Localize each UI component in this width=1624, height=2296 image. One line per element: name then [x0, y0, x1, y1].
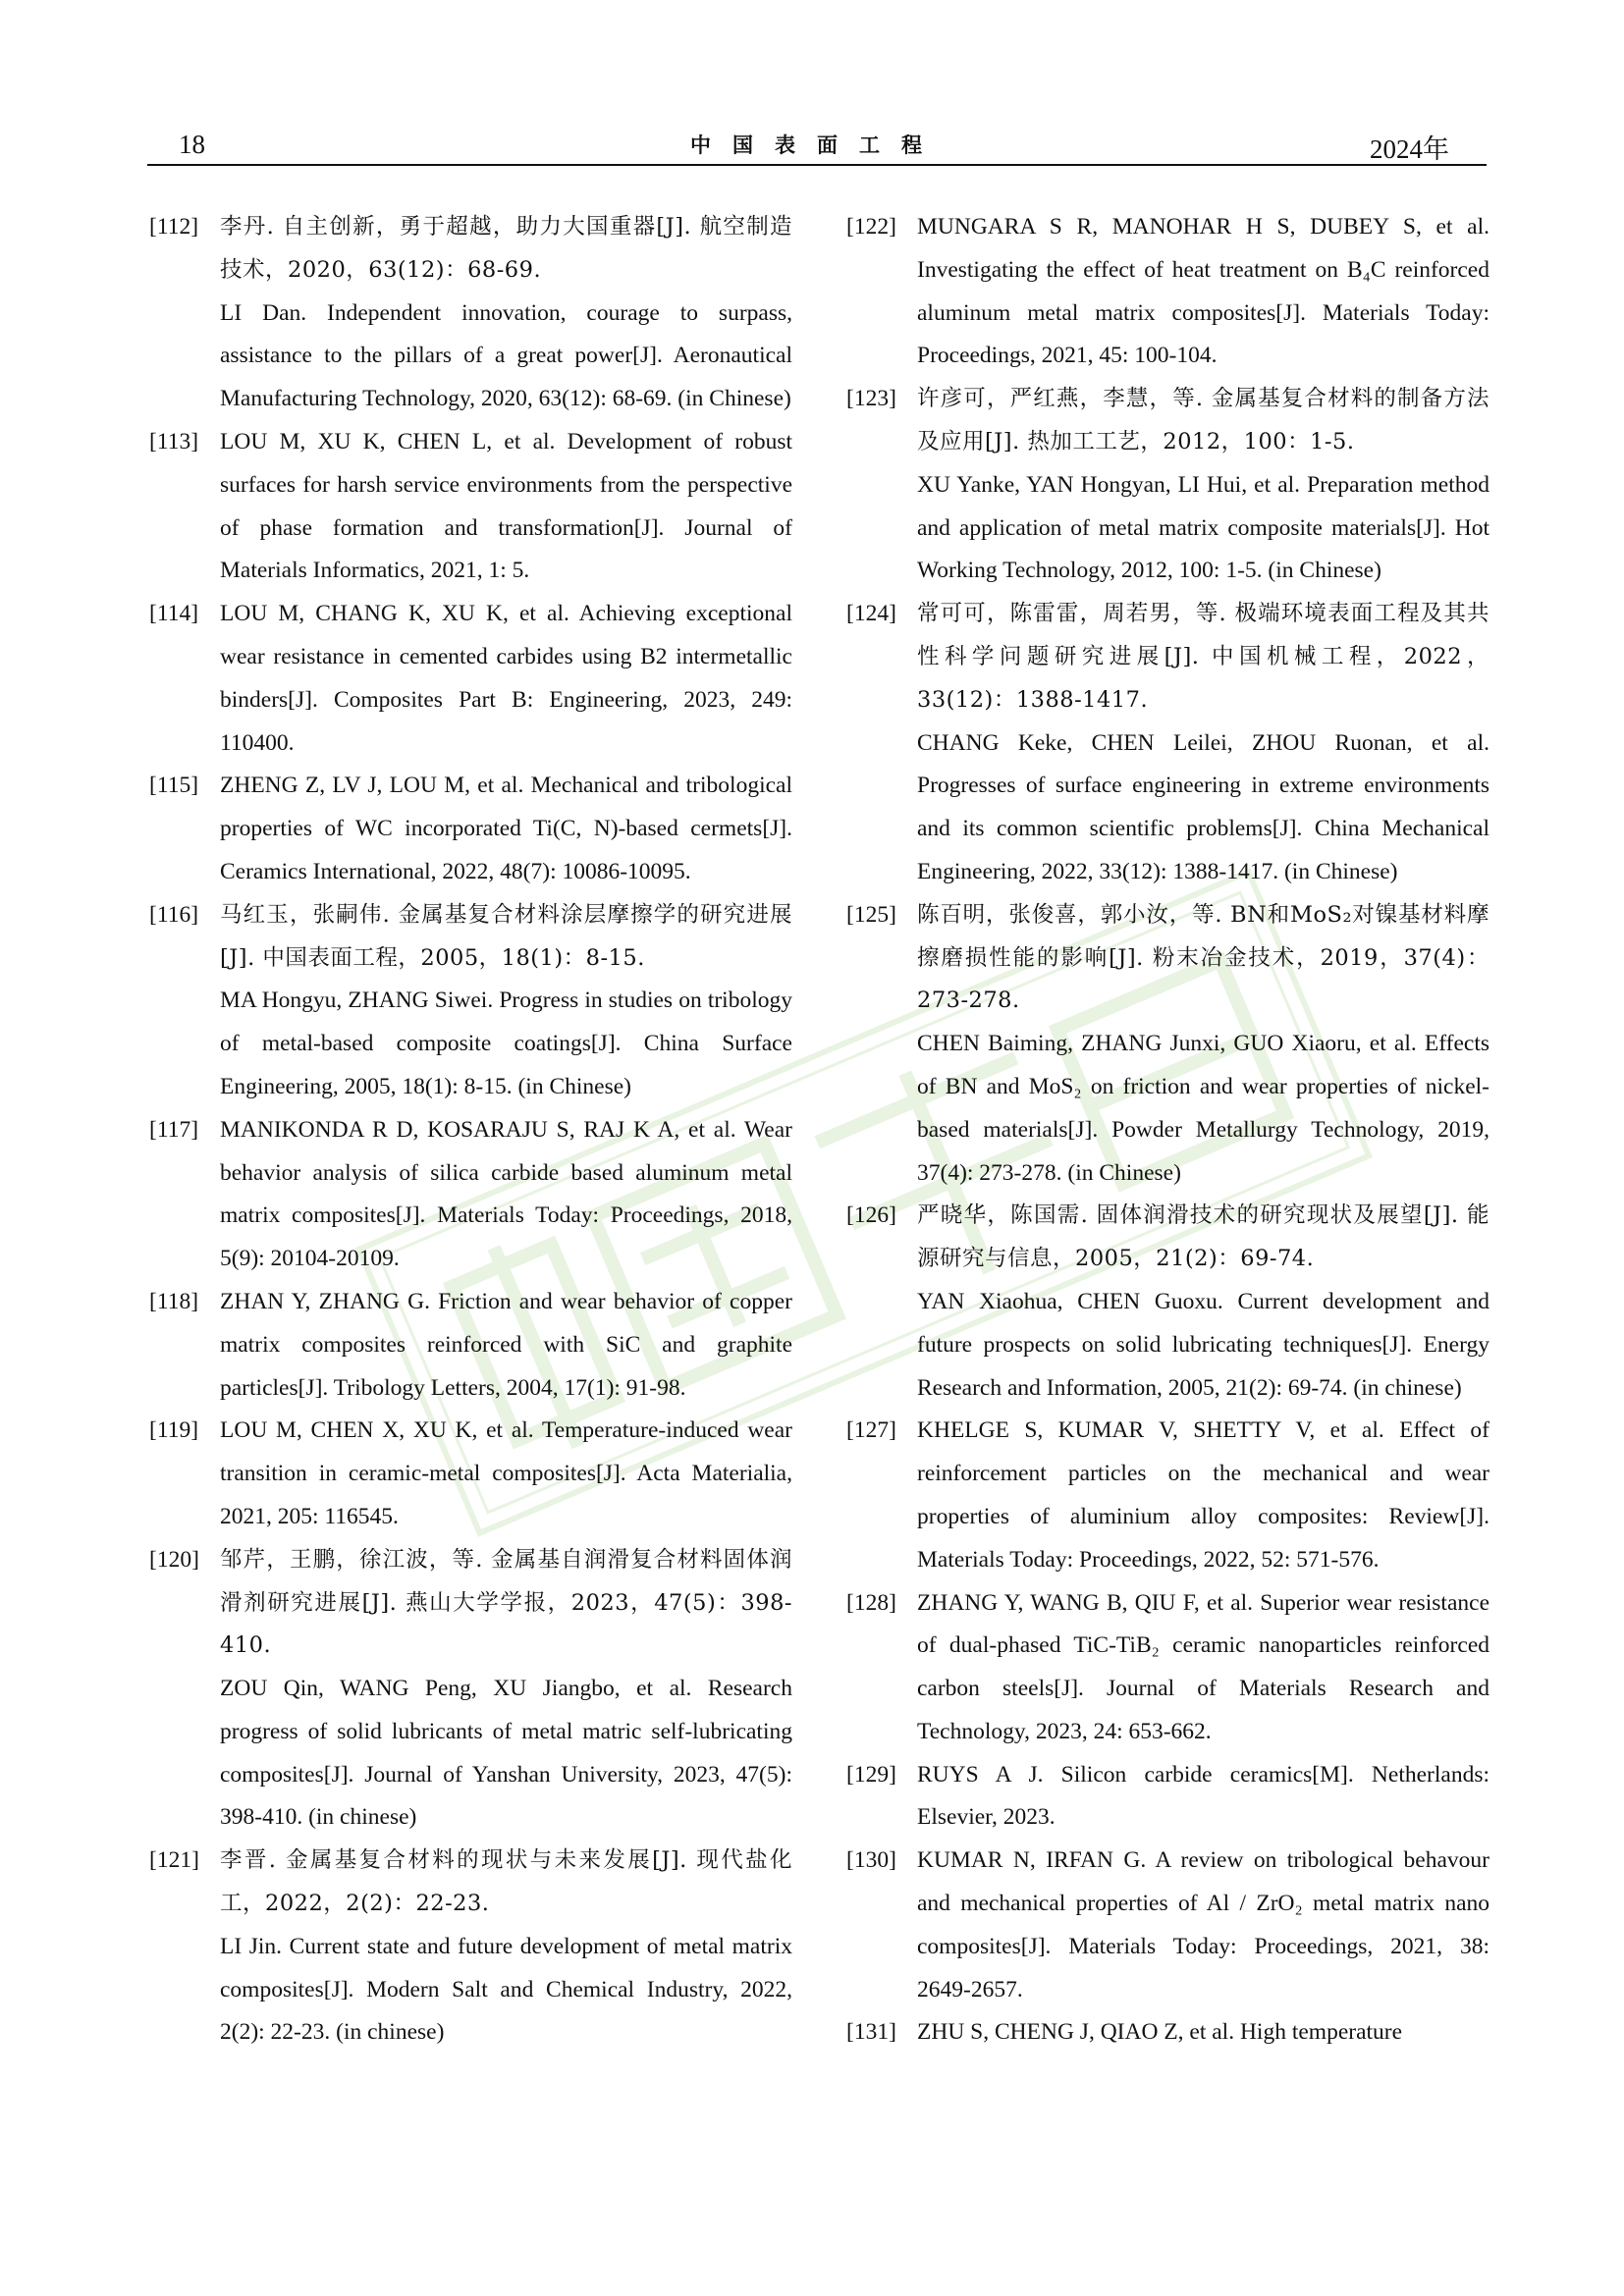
reference-chinese: 李丹. 自主创新，勇于超越，助力大国重器[J]. 航空制造技术，2020，63(12)：68-69.: [220, 214, 792, 283]
reference-number: [121]: [149, 1847, 199, 1874]
reference-english: KHELGE S, KUMAR V, SHETTY V, et al. Effect of reinforcement particles on the mechanical and wear properties of aluminium alloy composites: Review[J]. Materials Today: Proceedings, 2022, 52: 571-576.: [917, 1417, 1489, 1573]
reference-number: [122]: [846, 214, 896, 240]
reference-number: [113]: [149, 428, 199, 454]
reference-number: [128]: [846, 1589, 896, 1616]
reference-entry: [846, 206, 1489, 378]
reference-number: [125]: [846, 901, 896, 928]
reference-english: CHANG Keke, CHEN Leilei, ZHOU Ruonan, et al. Progresses of surface engineering in extreme environments and its common scientific problems[J]. China Mechanical Engineering, 2022, 33(12): 1388-1417. (in Chinese): [917, 729, 1489, 884]
reference-number: [116]: [149, 901, 199, 928]
reference-number: [115]: [149, 773, 199, 799]
reference-english: MA Hongyu, ZHANG Siwei. Progress in studies on tribology of metal-based composite coatings[J]. China Surface Engineering, 2005, 18(1): 8-15. (in Chinese): [220, 988, 792, 1099]
reference-entry: [149, 206, 792, 421]
reference-entry: [149, 1840, 792, 2055]
reference-chinese: 李晋. 金属基复合材料的现状与未来发展[J]. 现代盐化工，2022，2(2)：22-23.: [220, 1847, 792, 1917]
reference-entry: [149, 593, 792, 765]
reference-chinese: 邹芹，王鹏，徐江波，等. 金属基自润滑复合材料固体润滑剂研究进展[J]. 燕山大学学报，2023，47(5)：398-410.: [220, 1546, 792, 1659]
reference-english: LOU M, XU K, CHEN L, et al. Development of robust surfaces for harsh service environments from the perspective of phase formation and transformation[J]. Journal of Materials Informatics, 2021, 1: 5.: [220, 428, 792, 584]
reference-chinese: 马红玉，张嗣伟. 金属基复合材料涂层摩擦学的研究进展[J]. 中国表面工程，2005，18(1)：8-15.: [220, 901, 792, 971]
reference-chinese: 许彦可，严红燕，李慧，等. 金属基复合材料的制备方法及应用[J]. 热加工工艺，2012，100：1-5.: [917, 386, 1489, 454]
reference-entry: [846, 1195, 1489, 1410]
reference-number: [114]: [149, 601, 199, 627]
left-column: [149, 206, 792, 2055]
reference-english: ZHENG Z, LV J, LOU M, et al. Mechanical and tribological properties of WC incorporated Ti(C, N)-based cermets[J]. Ceramics International, 2022, 48(7): 10086-10095.: [220, 773, 792, 884]
page-header: [147, 126, 1487, 165]
reference-chinese: 陈百明，张俊喜，郭小汝，等. BN和MoS₂对镍基材料摩擦磨损性能的影响[J]. 粉末冶金技术，2019，37(4)：273-278.: [917, 901, 1489, 1014]
reference-entry: [149, 421, 792, 593]
reference-number: [118]: [149, 1288, 199, 1314]
reference-english: XU Yanke, YAN Hongyan, LI Hui, et al. Preparation method and application of metal matrix composite materials[J]. Hot Working Technology, 2012, 100: 1-5. (in Chinese): [917, 471, 1489, 584]
reference-english: LOU M, CHEN X, XU K, et al. Temperature-induced wear transition in ceramic-metal composites[J]. Acta Materialia, 2021, 205: 116545.: [220, 1417, 792, 1529]
reference-number: [124]: [846, 601, 896, 627]
reference-english: KUMAR N, IRFAN G. A review on tribological behavour and mechanical properties of Al / ZrO₂ metal matrix nano composites[J]. Materials Today: Proceedings, 2021, 38: 2649-2657.: [917, 1847, 1489, 2002]
reference-english: ZOU Qin, WANG Peng, XU Jiangbo, et al. Research progress of solid lubricants of metal matric self-lubricating composites[J]. Journal of Yanshan University, 2023, 47(5): 398-410. (in chinese): [220, 1676, 792, 1831]
reference-number: [119]: [149, 1417, 199, 1444]
reference-entry: [846, 1582, 1489, 1754]
reference-english: ZHANG Y, WANG B, QIU F, et al. Superior wear resistance of dual-phased TiC-TiB₂ ceramic nanoparticles reinforced carbon steels[J]. Journal of Materials Research and Technology, 2023, 24: 653-662.: [917, 1589, 1489, 1744]
reference-entry: [846, 1840, 1489, 2011]
reference-entry: [149, 1410, 792, 1538]
reference-english: ZHAN Y, ZHANG G. Friction and wear behavior of copper matrix composites reinforced with SiC and graphite particles[J]. Tribology Letters, 2004, 17(1): 91-98.: [220, 1288, 792, 1401]
reference-number: [120]: [149, 1546, 199, 1573]
reference-number: [129]: [846, 1761, 896, 1788]
reference-english: LI Dan. Independent innovation, courage to surpass, assistance to the pillars of a great power[J]. Aeronautical Manufacturing Technology, 2020, 63(12): 68-69. (in Chinese): [220, 299, 792, 412]
right-column: [846, 206, 1489, 2055]
reference-entry: [149, 765, 792, 893]
reference-chinese: 常可可，陈雷雷，周若男，等. 极端环境表面工程及其共性科学问题研究进展[J]. 中国机械工程，2022，33(12)：1388-1417.: [917, 601, 1489, 713]
reference-entry: [846, 894, 1489, 1196]
reference-english: MANIKONDA R D, KOSARAJU S, RAJ K A, et al. Wear behavior analysis of silica carbide based aluminum metal matrix composites[J]. Materials Today: Proceedings, 2018, 5(9): 20104-20109.: [220, 1116, 792, 1272]
reference-number: [123]: [846, 386, 896, 412]
reference-entry: [846, 1754, 1489, 1841]
reference-chinese: 严晓华，陈国需. 固体润滑技术的研究现状及展望[J]. 能源研究与信息，2005，21(2)：69-74.: [917, 1202, 1489, 1272]
reference-entry: [846, 378, 1489, 593]
reference-english: RUYS A J. Silicon carbide ceramics[M]. Netherlands: Elsevier, 2023.: [917, 1761, 1489, 1831]
reference-number: [117]: [149, 1116, 199, 1143]
header-rule: [147, 164, 1487, 166]
page-number: 18: [179, 130, 205, 159]
reference-number: [131]: [846, 2019, 896, 2046]
reference-english: ZHU S, CHENG J, QIAO Z, et al. High temperature: [917, 2019, 1403, 2046]
reference-entry: [149, 894, 792, 1109]
reference-entry: [846, 593, 1489, 894]
reference-number: [112]: [149, 214, 199, 240]
reference-english: YAN Xiaohua, CHEN Guoxu. Current development and future prospects on solid lubricating techniques[J]. Energy Research and Information, 2005, 21(2): 69-74. (in chinese): [917, 1288, 1489, 1401]
reference-entry: [149, 1281, 792, 1410]
issue-year: 2024年: [1370, 134, 1449, 164]
reference-entry: [846, 1410, 1489, 1581]
reference-entry: [149, 1539, 792, 1841]
reference-entry: [846, 2011, 1489, 2055]
reference-entry: [149, 1109, 792, 1281]
journal-title: 中国表面工程: [690, 133, 944, 157]
reference-number: [130]: [846, 1847, 896, 1874]
reference-number: [127]: [846, 1417, 896, 1444]
reference-english: CHEN Baiming, ZHANG Junxi, GUO Xiaoru, et al. Effects of BN and MoS₂ on friction and wear properties of nickel-based materials[J]. Powder Metallurgy Technology, 2019, 37(4): 273-278. (in Chinese): [917, 1031, 1489, 1186]
reference-english: LI Jin. Current state and future development of metal matrix composites[J]. Modern Salt and Chemical Industry, 2022, 2(2): 22-23. (in chinese): [220, 1933, 792, 2046]
reference-english: MUNGARA S R, MANOHAR H S, DUBEY S, et al. Investigating the effect of heat treatment on B₄C reinforced aluminum metal matrix composites[J]. Materials Today: Proceedings, 2021, 45: 100-104.: [917, 214, 1489, 369]
reference-english: LOU M, CHANG K, XU K, et al. Achieving exceptional wear resistance in cemented carbides using B2 intermetallic binders[J]. Composites Part B: Engineering, 2023, 249: 110400.: [220, 601, 792, 756]
reference-number: [126]: [846, 1202, 896, 1229]
